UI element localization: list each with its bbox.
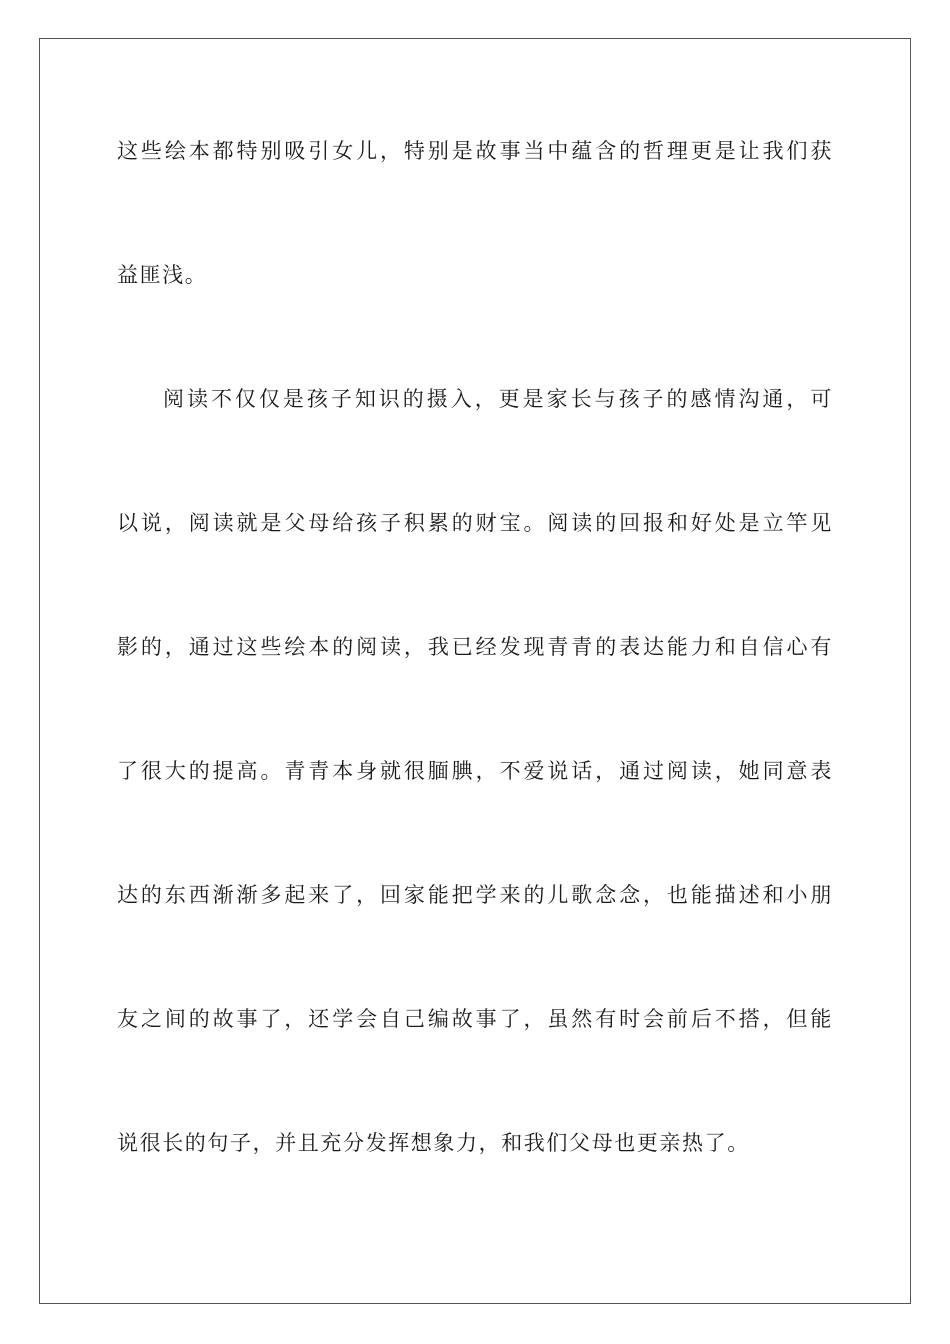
text-line-5: 影的，通过这些绘本的阅读，我已经发现青青的表达能力和自信心有 xyxy=(117,635,833,659)
text-line-7: 达的东西渐渐多起来了，回家能把学来的儿歌念念，也能描述和小朋 xyxy=(117,883,833,907)
page-frame xyxy=(39,38,911,1304)
text-line-1: 这些绘本都特别吸引女儿，特别是故事当中蕴含的哲理更是让我们获 xyxy=(117,139,833,163)
text-line-2: 益匪浅。 xyxy=(117,263,208,287)
text-line-8: 友之间的故事了，还学会自己编故事了，虽然有时会前后不搭，但能 xyxy=(117,1007,833,1031)
text-line-6: 了很大的提高。青青本身就很腼腆，不爱说话，通过阅读，她同意表 xyxy=(117,759,833,783)
text-line-9: 说很长的句子，并且充分发挥想象力，和我们父母也更亲热了。 xyxy=(117,1131,750,1155)
text-line-3: 阅读不仅仅是孩子知识的摄入，更是家长与孩子的感情沟通，可 xyxy=(163,387,833,411)
text-line-4: 以说，阅读就是父母给孩子积累的财宝。阅读的回报和好处是立竿见 xyxy=(117,511,833,535)
